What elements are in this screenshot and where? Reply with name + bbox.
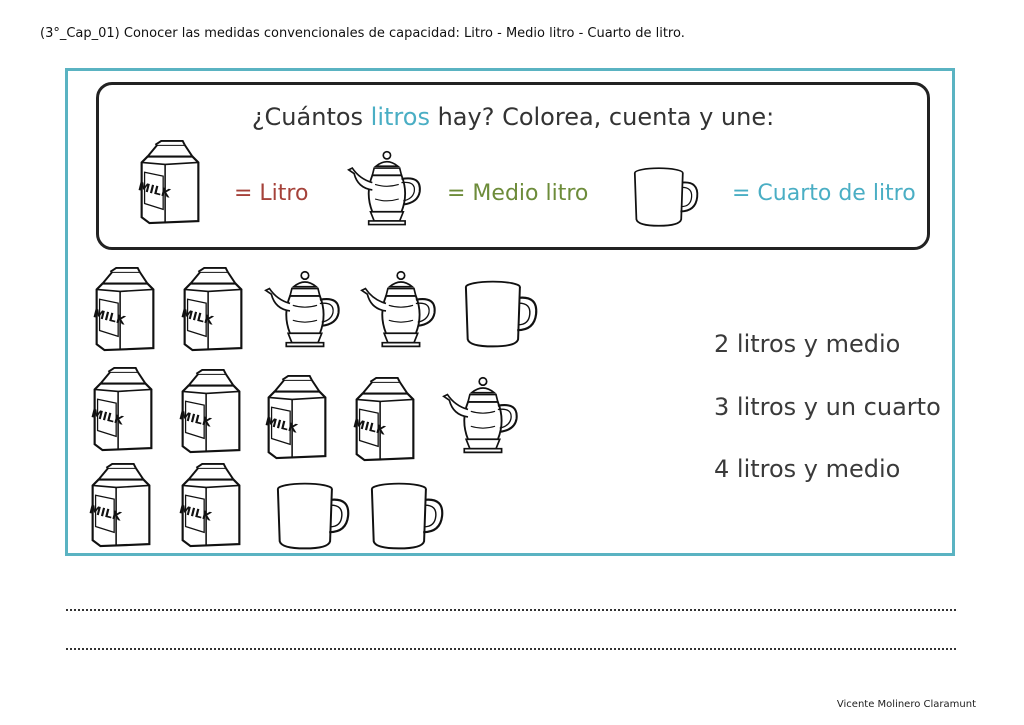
legend-medio-litro-label: = Medio litro (447, 181, 589, 206)
answer-option-1[interactable]: 2 litros y medio (714, 330, 901, 358)
answer-option-2[interactable]: 3 litros y un cuarto (714, 393, 941, 421)
teapot-icon (345, 147, 427, 231)
milk-carton-icon (135, 139, 205, 227)
title-part-1: ¿Cuántos (251, 103, 371, 131)
milk-carton-icon[interactable] (86, 462, 156, 550)
milk-carton-icon[interactable] (88, 366, 158, 454)
teapot-icon[interactable] (440, 372, 524, 460)
instructions-box (96, 82, 930, 250)
mug-icon[interactable] (272, 480, 354, 552)
milk-carton-icon[interactable] (176, 368, 246, 456)
teapot-icon[interactable] (358, 266, 442, 354)
answer-option-3[interactable]: 4 litros y medio (714, 455, 901, 483)
teapot-icon[interactable] (262, 266, 346, 354)
writing-line-2[interactable] (66, 648, 956, 650)
mug-icon[interactable] (366, 480, 448, 552)
milk-carton-icon[interactable] (176, 462, 246, 550)
milk-carton-icon[interactable] (350, 376, 420, 464)
instructions-title (99, 103, 927, 131)
title-highlight: litros (370, 103, 430, 131)
legend-cuarto-litro-label: = Cuarto de litro (732, 181, 916, 206)
milk-carton-icon[interactable] (262, 374, 332, 462)
legend-litro-label: = Litro (234, 181, 309, 206)
mug-icon[interactable] (460, 278, 542, 350)
author-credit: Vicente Molinero Claramunt (836, 699, 976, 710)
title-part-2: hay? Colorea, cuenta y une: (429, 103, 775, 131)
writing-line-1[interactable] (66, 609, 956, 611)
milk-carton-icon[interactable] (178, 266, 248, 354)
milk-carton-icon[interactable] (90, 266, 160, 354)
mug-icon (630, 165, 702, 229)
worksheet-header: (3°_Cap_01) Conocer las medidas convencionales de capacidad: Litro - Medio litro - Cuarto de litro. (40, 26, 685, 41)
